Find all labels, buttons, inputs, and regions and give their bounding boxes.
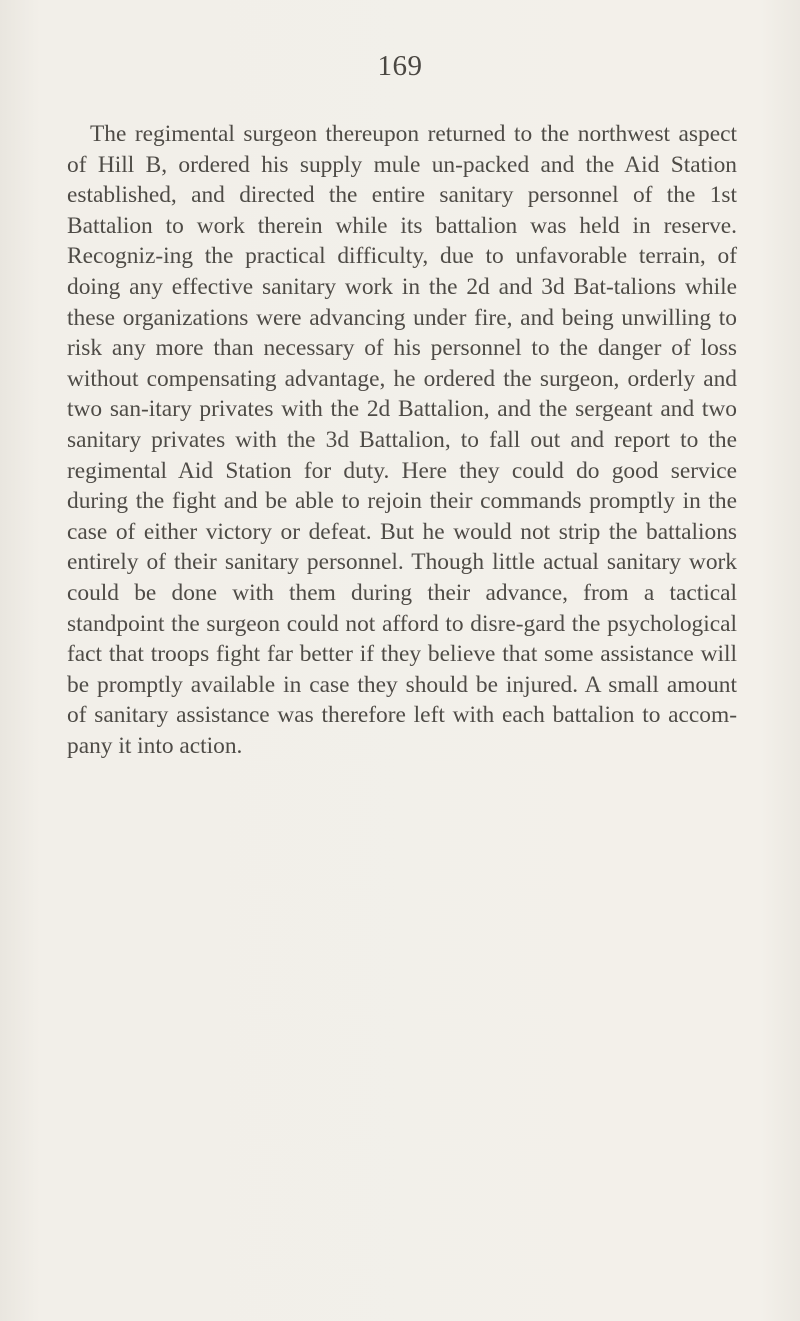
body-paragraph: The regimental surgeon thereupon returned to the northwest aspect of Hill B, ordered his supply mule un-packed and the Aid Station established, and directed the entire sanitary personnel of the 1st Battalion to work therein while its battalion was held in reserve. Recogniz-ing the practical difficulty, due to unfavorable terrain, of doing any effective sanitary work in the 2d and 3d Bat-talions while these organizations were advancing under fire, and being unwilling to risk any more than necessary of his personnel to the danger of loss without compensating advantage, he ordered the surgeon, orderly and two san-itary privates with the 2d Battalion, and the sergeant and two sanitary privates with the 3d Battalion, to fall out and report to the regimental Aid Station for duty. Here they could do good service during the fight and be able to rejoin their commands promptly in the case of either victory or defeat. But he would not strip the battalions entirely of their sanitary personnel. Though little actual sanitary work could be done with them during their advance, from a tactical standpoint the surgeon could not afford to disre-gard the psychological fact that troops fight far better if they believe that some assistance will be promptly available in case they should be injured. A small amount of sanitary assistance was therefore left with each battalion to accom-pany it into action.: [67, 121, 737, 759]
page-number: 169: [377, 50, 423, 82]
